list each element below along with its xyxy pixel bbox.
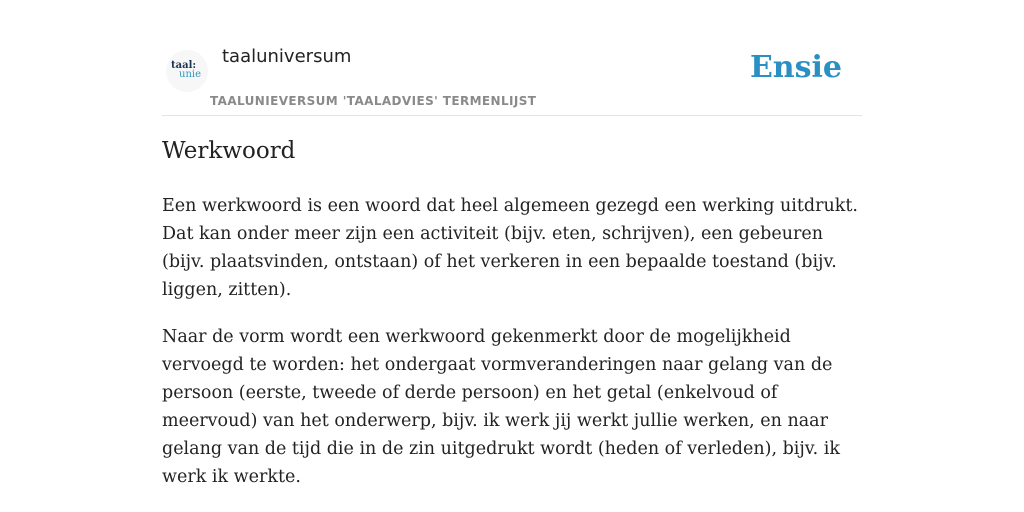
- source-subtitle: TAALUNIEVERSUM 'TAALADVIES' TERMENLIJST: [210, 94, 537, 108]
- logo-text-taal: taal:: [171, 60, 197, 71]
- entry-card: [162, 0, 862, 512]
- taalunie-logo[interactable]: [166, 50, 208, 92]
- definition-paragraph-1: Een werkwoord is een woord dat heel algemeen gezegd een werking uitdrukt. Dat kan onder meer zijn een activiteit (bijv. eten, schrijven), een gebeuren (bijv. plaatsvinden, ontstaan) of het verkeren in een bepaalde toestand (bijv. liggen, zitten).: [162, 196, 858, 300]
- logo-text-unie: unie: [179, 69, 201, 80]
- page-title: Werkwoord: [162, 138, 296, 164]
- source-name-link[interactable]: taaluniversum: [222, 46, 352, 67]
- ensie-brand-logo[interactable]: Ensie: [749, 50, 842, 85]
- definition-paragraph-2: Naar de vorm wordt een werkwoord gekenmerkt door de mogelijkheid vervoegd te worden: het ondergaat vormveranderingen naar gelang van de persoon (eerste, tweede of derde persoon) en het getal (enkelvoud of meervoud) van het onderwerp, bijv. ik werk jij werkt jullie werken, en naar gelang van de tijd die in de zin uitgedrukt wordt (heden of verleden), bijv. ik werk ik werkte.: [162, 327, 840, 487]
- entry-header: [162, 0, 862, 116]
